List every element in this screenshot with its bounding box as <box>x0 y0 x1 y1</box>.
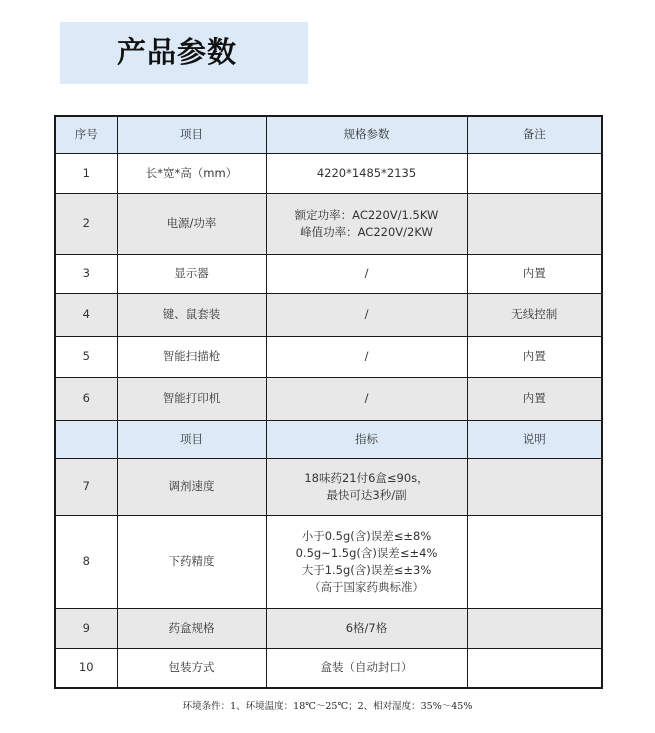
cell-no: 3 <box>55 254 117 293</box>
subheader-cell-spec: 指标 <box>266 420 467 458</box>
cell-no: 10 <box>55 648 117 688</box>
cell-note: 内置 <box>467 336 602 377</box>
page-title: 产品参数 <box>117 35 238 69</box>
title-banner <box>60 22 308 84</box>
product-parameters-table <box>54 115 603 689</box>
cell-spec: / <box>266 254 467 293</box>
subheader-cell-item: 项目 <box>117 420 266 458</box>
cell-note <box>467 515 602 608</box>
cell-item: 智能扫描枪 <box>117 336 266 377</box>
cell-item: 显示器 <box>117 254 266 293</box>
cell-no: 8 <box>55 515 117 608</box>
header-cell-item: 项目 <box>117 116 266 153</box>
cell-item: 调剂速度 <box>117 458 266 515</box>
table-row <box>55 608 602 648</box>
cell-item: 包装方式 <box>117 648 266 688</box>
cell-note <box>467 458 602 515</box>
table-row <box>55 254 602 293</box>
table-header-row <box>55 116 602 153</box>
cell-note <box>467 153 602 193</box>
table-row <box>55 458 602 515</box>
cell-spec: / <box>266 293 467 336</box>
cell-no: 1 <box>55 153 117 193</box>
cell-spec: / <box>266 377 467 420</box>
cell-no: 2 <box>55 193 117 254</box>
subheader-cell-note: 说明 <box>467 420 602 458</box>
table-subheader-row <box>55 420 602 458</box>
header-cell-no: 序号 <box>55 116 117 153</box>
cell-no: 5 <box>55 336 117 377</box>
cell-note <box>467 193 602 254</box>
cell-item: 键、鼠套装 <box>117 293 266 336</box>
environment-footnote: 环境条件：1、环境温度：18℃～25℃；2、相对湿度：35%～45% <box>182 701 473 712</box>
table-row <box>55 293 602 336</box>
cell-spec: 4220*1485*2135 <box>266 153 467 193</box>
table-row <box>55 648 602 688</box>
cell-spec: 18味药21付6盒≤90s， 最快可达3秒/副 <box>266 458 467 515</box>
cell-spec: 额定功率：AC220V/1.5KW 峰值功率：AC220V/2KW <box>266 193 467 254</box>
cell-no: 4 <box>55 293 117 336</box>
cell-no: 6 <box>55 377 117 420</box>
table-row <box>55 515 602 608</box>
cell-no: 7 <box>55 458 117 515</box>
cell-no: 9 <box>55 608 117 648</box>
cell-item: 下药精度 <box>117 515 266 608</box>
cell-note: 无线控制 <box>467 293 602 336</box>
table-row <box>55 377 602 420</box>
cell-item: 智能打印机 <box>117 377 266 420</box>
cell-note: 内置 <box>467 254 602 293</box>
table-row <box>55 336 602 377</box>
table-row <box>55 153 602 193</box>
cell-item: 长*宽*高（mm） <box>117 153 266 193</box>
cell-spec: 6格/7格 <box>266 608 467 648</box>
cell-spec: / <box>266 336 467 377</box>
cell-spec: 小于0.5g(含)误差≤±8% 0.5g~1.5g(含)误差≤±4% 大于1.5g(含)误差≤±3% （高于国家药典标准） <box>266 515 467 608</box>
table-row <box>55 193 602 254</box>
cell-spec: 盒装（自动封口） <box>266 648 467 688</box>
cell-note <box>467 648 602 688</box>
subheader-cell-no <box>55 420 117 458</box>
header-cell-spec: 规格参数 <box>266 116 467 153</box>
cell-note: 内置 <box>467 377 602 420</box>
cell-item: 电源/功率 <box>117 193 266 254</box>
cell-item: 药盒规格 <box>117 608 266 648</box>
cell-note <box>467 608 602 648</box>
header-cell-note: 备注 <box>467 116 602 153</box>
